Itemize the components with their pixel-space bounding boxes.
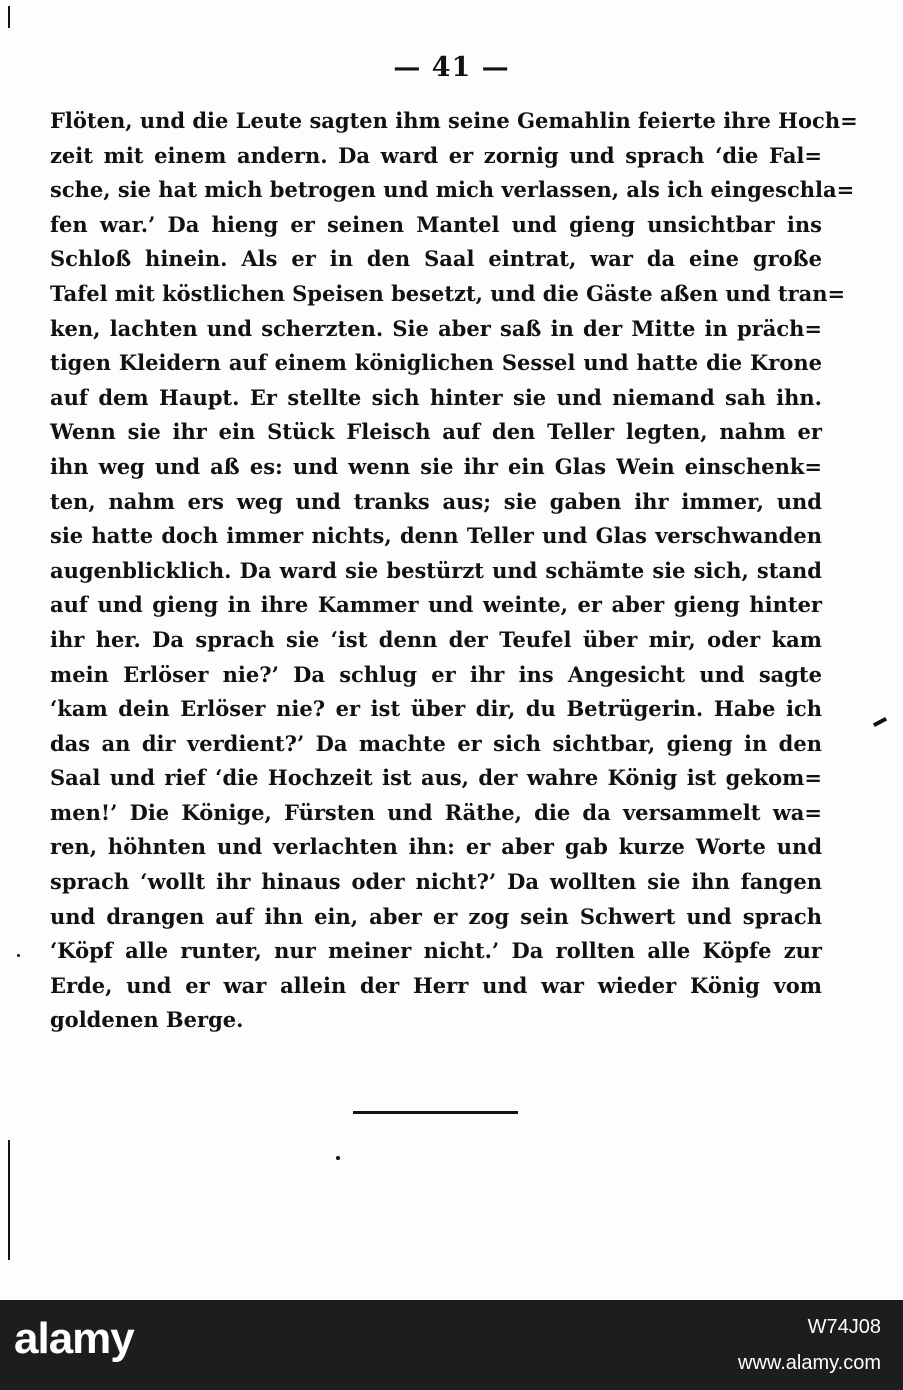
text-line: ‘Köpf alle runter, nur meiner nicht.’ Da rollten alle Köpfe zur — [50, 938, 822, 964]
text-line: Flöten, und die Leute sagten ihm seine Gemahlin feierte ihre Hoch= — [50, 108, 858, 133]
text-line: und drangen auf ihn ein, aber er zog sein Schwert und sprach — [50, 903, 822, 929]
page-number: — 41 — — [393, 52, 510, 83]
text-line: sche, sie hat mich betrogen und mich verlassen, als ich eingeschla= — [50, 177, 855, 203]
watermark-banner — [0, 1300, 903, 1390]
body-text — [50, 104, 858, 1038]
text-line: men!’ Die Könige, Fürsten und Räthe, die da versammelt wa= — [50, 799, 822, 825]
text-line: augenblicklich. Da ward sie bestürzt und schämte sie sich, stand — [50, 557, 822, 583]
text-line: Saal und rief ‘die Hochzeit ist aus, der wahre König ist gekom= — [50, 765, 822, 791]
text-line: ten, nahm ers weg und tranks aus; sie gaben ihr immer, und — [50, 488, 822, 514]
text-line: ihr her. Da sprach sie ‘ist denn der Teufel über mir, oder kam — [50, 626, 822, 652]
scan-edge-mark — [8, 1140, 10, 1260]
text-line: ‘kam dein Erlöser nie? er ist über dir, du Betrügerin. Habe ich — [50, 696, 822, 722]
image-id: W74J08 — [807, 1316, 881, 1338]
text-line: Wenn sie ihr ein Stück Fleisch auf den Teller legten, nahm er — [50, 419, 822, 445]
text-line: Erde, und er war allein der Herr und war wieder König vom — [50, 972, 822, 998]
text-line: Tafel mit köstlichen Speisen besetzt, und die Gäste aßen und tran= — [50, 280, 846, 306]
alamy-logo: alamy — [14, 1314, 134, 1363]
text-line: Schloß hinein. Als er in den Saal eintrat, war da eine große — [50, 246, 822, 272]
text-line: ren, höhnten und verlachten ihn: er aber gab kurze Worte und — [50, 834, 822, 860]
text-line: tigen Kleidern auf einem königlichen Sessel und hatte die Krone — [50, 350, 822, 376]
text-line: auf und gieng in ihre Kammer und weinte, er aber gieng hinter — [50, 592, 822, 618]
section-end-rule — [353, 1111, 518, 1114]
website-url: www.alamy.com — [738, 1352, 881, 1374]
text-line: auf dem Haupt. Er stellte sich hinter sie und niemand sah ihn. — [50, 384, 822, 410]
text-line: ihn weg und aß es: und wenn sie ihr ein Glas Wein einschenk= — [50, 453, 822, 479]
text-line: sie hatte doch immer nichts, denn Teller und Glas verschwanden — [50, 523, 822, 549]
scan-edge-mark — [8, 6, 10, 28]
text-line: fen war.’ Da hieng er seinen Mantel und gieng unsichtbar ins — [50, 211, 822, 237]
scan-speck — [336, 1156, 340, 1160]
text-line: zeit mit einem andern. Da ward er zornig und sprach ‘die Fal= — [50, 142, 822, 168]
text-line: goldenen Berge. — [50, 1007, 244, 1033]
text-line: das an dir verdient?’ Da machte er sich sichtbar, gieng in den — [50, 730, 822, 756]
text-line: sprach ‘wollt ihr hinaus oder nicht?’ Da wollten sie ihn fangen — [50, 869, 822, 895]
scan-speck — [873, 717, 887, 727]
text-line: mein Erlöser nie?’ Da schlug er ihr ins Angesicht und sagte — [50, 661, 822, 687]
scan-speck — [17, 954, 20, 957]
text-line: ken, lachten und scherzten. Sie aber saß in der Mitte in präch= — [50, 315, 822, 341]
